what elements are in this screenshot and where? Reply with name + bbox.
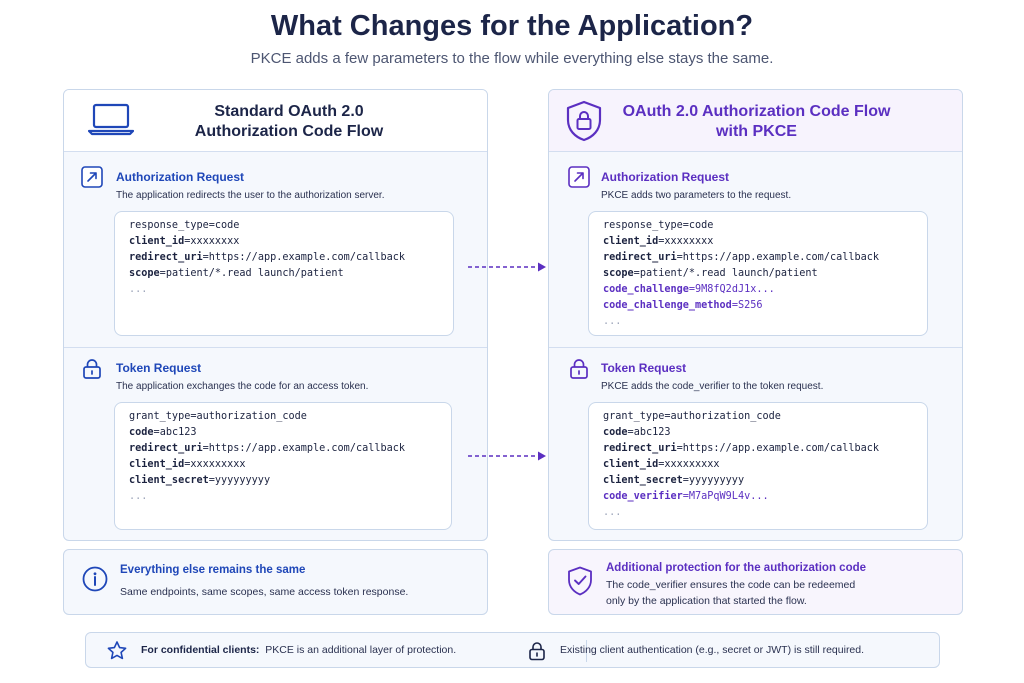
- code-line: [129, 457, 437, 473]
- code-value: authorization_code: [196, 411, 307, 422]
- code-key: code: [603, 427, 628, 438]
- code-value: authorization_code: [670, 411, 781, 422]
- code-value: patient/*.read launch/patient: [165, 268, 344, 279]
- code-value: xxxxxxxx: [664, 236, 714, 247]
- code-value: https://app.example.com/callback: [682, 443, 880, 454]
- code-key: scope: [129, 268, 160, 279]
- redirect-arrow-icon: [568, 166, 590, 188]
- code-equals: =: [202, 252, 209, 263]
- code-line: [129, 234, 439, 250]
- code-key: code: [129, 427, 154, 438]
- right-auth-desc: PKCE adds two parameters to the request.: [601, 190, 792, 201]
- pkce-flow-panel: [548, 89, 963, 541]
- code-equals: =: [208, 475, 215, 486]
- right-auth-title: Authorization Request: [601, 170, 729, 184]
- code-equals: =: [658, 459, 665, 470]
- redirect-arrow-icon: [81, 166, 103, 188]
- code-line: [603, 218, 913, 234]
- code-equals: =: [731, 300, 738, 311]
- shield-check-icon: [567, 566, 593, 596]
- code-equals: =: [190, 411, 197, 422]
- right-token-code-block: [588, 402, 928, 530]
- code-line: [603, 250, 913, 266]
- code-equals: =: [202, 443, 209, 454]
- code-line: [603, 298, 913, 314]
- code-value: xxxxxxxxx: [664, 459, 720, 470]
- code-value: yyyyyyyyy: [214, 475, 271, 486]
- left-token-desc: The application exchanges the code for an access token.: [116, 381, 369, 392]
- code-value: https://app.example.com/callback: [208, 443, 406, 454]
- star-icon: [106, 640, 128, 662]
- info-icon: [82, 566, 108, 592]
- code-key: redirect_uri: [129, 252, 203, 263]
- lock-icon: [81, 358, 103, 380]
- code-key: grant_type: [603, 411, 665, 422]
- code-value: https://app.example.com/callback: [682, 252, 880, 263]
- code-equals: =: [658, 236, 665, 247]
- code-value: abc123: [159, 427, 197, 438]
- code-key: client_secret: [129, 475, 209, 486]
- code-key: code_verifier: [603, 491, 683, 502]
- left-token-title: Token Request: [116, 361, 202, 375]
- pkce-flow-header: [549, 90, 962, 152]
- code-key: redirect_uri: [129, 443, 203, 454]
- code-key: code_challenge_method: [603, 300, 732, 311]
- code-line: [129, 473, 437, 489]
- code-line: [603, 425, 913, 441]
- unchanged-note-card: [63, 549, 488, 615]
- code-equals: =: [153, 427, 160, 438]
- left-token-code-block: [114, 402, 452, 530]
- code-line: [129, 250, 439, 266]
- auth-request-arrow: [466, 261, 548, 273]
- code-key: response_type: [603, 220, 683, 231]
- unchanged-note-title: Everything else remains the same: [120, 564, 306, 576]
- code-value: https://app.example.com/callback: [208, 252, 406, 263]
- code-equals: =: [208, 220, 215, 231]
- right-token-desc: PKCE adds the code_verifier to the token request.: [601, 381, 824, 392]
- code-line: [129, 409, 437, 425]
- code-value: xxxxxxxxx: [190, 459, 246, 470]
- code-key: client_secret: [603, 475, 683, 486]
- standard-flow-header: [64, 90, 487, 152]
- protection-note-card: [548, 549, 963, 615]
- code-key: client_id: [603, 459, 659, 470]
- code-equals: =: [682, 475, 689, 486]
- page-subtitle: PKCE adds a few parameters to the flow while everything else stays the same.: [250, 50, 774, 67]
- code-value: abc123: [633, 427, 671, 438]
- left-auth-desc: The application redirects the user to the authorization server.: [116, 190, 385, 201]
- lock-icon: [568, 358, 590, 380]
- code-equals: =: [682, 491, 689, 502]
- protection-note-desc: The code_verifier ensures the code can be redeemed only by the application that started the flow.: [606, 579, 856, 607]
- code-equals: =: [688, 284, 696, 295]
- code-ellipsis: ...: [129, 284, 148, 295]
- code-ellipsis: ...: [603, 507, 622, 518]
- code-equals: =: [682, 220, 689, 231]
- client-auth-note: Existing client authentication (e.g., secret or JWT) is still required.: [560, 644, 865, 656]
- code-equals: =: [159, 268, 166, 279]
- right-section-divider: [549, 347, 962, 348]
- protection-note-title: Additional protection for the authorization code: [606, 562, 867, 574]
- code-value: 9M8fQ2dJ1x...: [695, 284, 775, 295]
- shield-lock-icon: [565, 100, 603, 142]
- code-value: code: [688, 220, 714, 231]
- left-auth-code-block: [114, 211, 454, 336]
- code-equals: =: [184, 236, 191, 247]
- code-equals: =: [676, 252, 683, 263]
- code-key: redirect_uri: [603, 443, 677, 454]
- left-auth-title: Authorization Request: [116, 170, 244, 184]
- code-line: [603, 489, 913, 505]
- code-key: scope: [603, 268, 634, 279]
- code-key: redirect_uri: [603, 252, 677, 263]
- code-line: [603, 282, 913, 298]
- code-value: patient/*.read launch/patient: [639, 268, 818, 279]
- standard-flow-title: Standard OAuth 2.0 Authorization Code Flow: [194, 103, 384, 140]
- code-equals: =: [676, 443, 683, 454]
- code-line: [603, 266, 913, 282]
- code-equals: =: [627, 427, 634, 438]
- page-title: What Changes for the Application?: [270, 10, 754, 42]
- code-value: code: [214, 220, 240, 231]
- code-key: client_id: [129, 236, 185, 247]
- pkce-flow-title: OAuth 2.0 Authorization Code Flow with PKCE: [622, 103, 891, 140]
- footer-notes-bar: [85, 632, 940, 668]
- code-line: [129, 266, 439, 282]
- code-key: client_id: [129, 459, 185, 470]
- code-value: S256: [737, 300, 763, 311]
- code-value: xxxxxxxx: [190, 236, 240, 247]
- lock-icon: [526, 640, 548, 662]
- code-value: M7aPqW9L4v...: [688, 491, 769, 502]
- unchanged-note-desc: Same endpoints, same scopes, same access token response.: [120, 586, 409, 598]
- code-line: [129, 218, 439, 234]
- code-line: [129, 441, 437, 457]
- confidential-clients-note: For confidential clients: PKCE is an additional layer of protection.: [141, 644, 457, 656]
- code-equals: =: [184, 459, 191, 470]
- code-line: [603, 473, 913, 489]
- code-value: yyyyyyyyy: [688, 475, 745, 486]
- code-line: [603, 457, 913, 473]
- left-section-divider: [64, 347, 487, 348]
- code-ellipsis: ...: [603, 316, 622, 327]
- code-key: grant_type: [129, 411, 191, 422]
- code-line: [603, 234, 913, 250]
- code-line: [603, 441, 913, 457]
- code-line: [129, 425, 437, 441]
- code-key: client_id: [603, 236, 659, 247]
- code-equals: =: [633, 268, 640, 279]
- code-key: code_challenge: [603, 284, 689, 295]
- laptop-icon: [88, 102, 134, 136]
- standard-flow-panel: [63, 89, 488, 541]
- code-equals: =: [664, 411, 671, 422]
- code-ellipsis: ...: [129, 491, 148, 502]
- right-token-title: Token Request: [601, 361, 687, 375]
- code-line: [603, 409, 913, 425]
- right-auth-code-block: [588, 211, 928, 336]
- code-key: response_type: [129, 220, 209, 231]
- token-request-arrow: [466, 450, 548, 462]
